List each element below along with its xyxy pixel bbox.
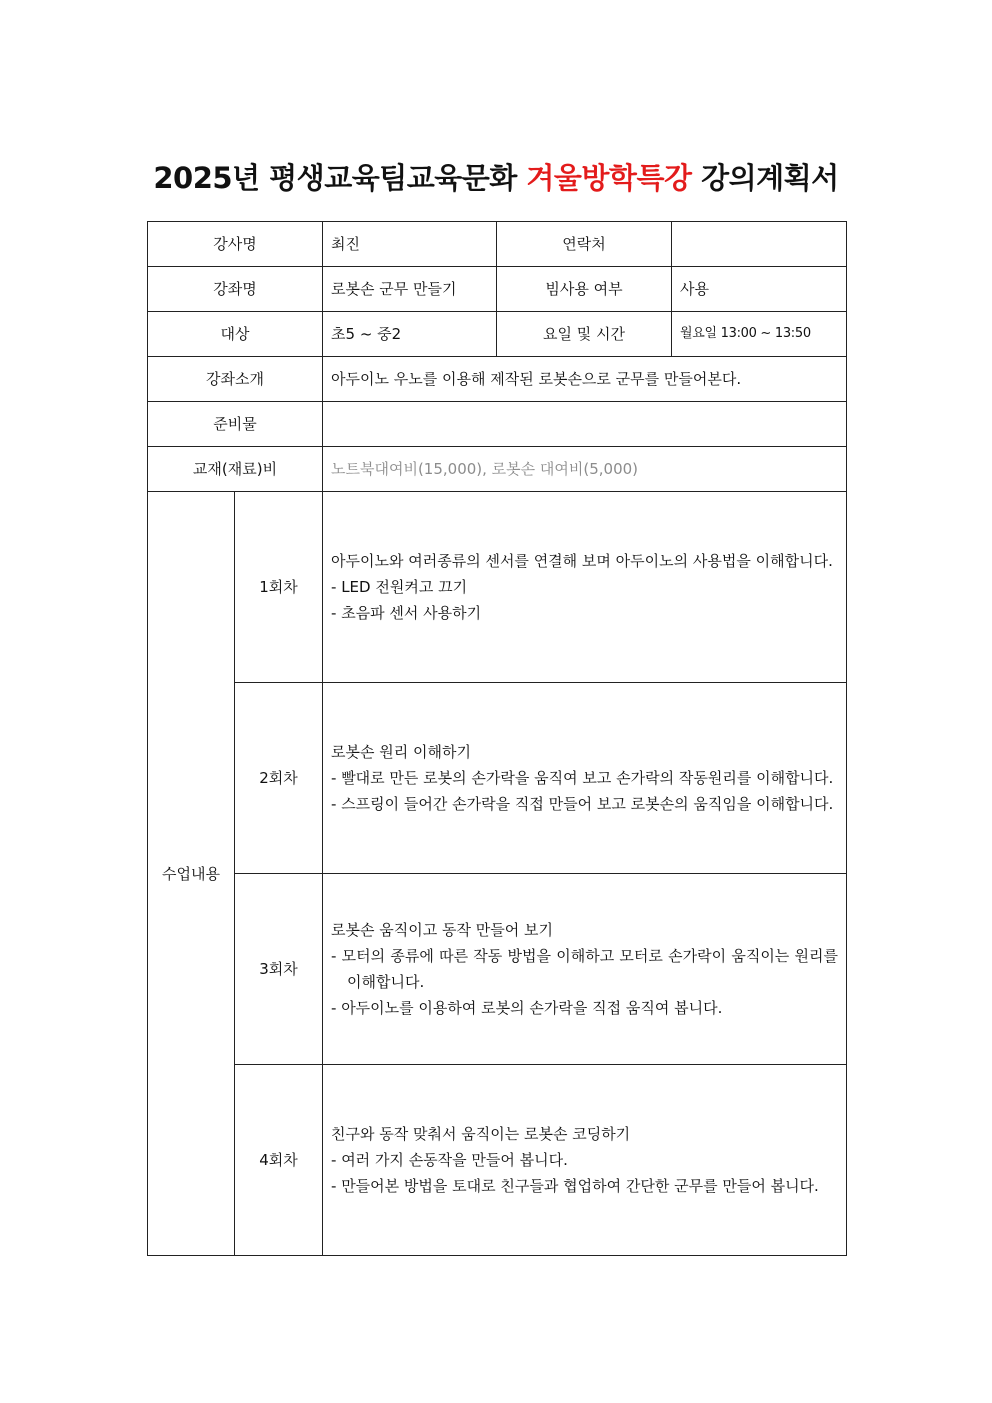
intro-row: [148, 357, 847, 402]
title-accent: 겨울방학특강: [526, 161, 692, 195]
session-bullet: - 스프링이 들어간 손가락을 직접 만들어 보고 로봇손의 움직임을 이해합니다.: [331, 795, 834, 813]
session-bullet: - LED 전원켜고 끄기: [331, 578, 468, 596]
session-row-3: [148, 874, 847, 1065]
intro-label: 강좌소개: [148, 357, 323, 402]
fee-row: [148, 447, 847, 492]
lecture-plan-table: [147, 221, 847, 1256]
session-body: [323, 683, 847, 874]
session-label: 4회차: [235, 1065, 323, 1256]
target-value: 초5 ~ 중2: [323, 312, 497, 357]
course-value: 로봇손 군무 만들기: [323, 267, 497, 312]
contact-label: 연락처: [497, 222, 672, 267]
fee-label: 교재(재료)비: [148, 447, 323, 492]
course-label: 강좌명: [148, 267, 323, 312]
session-line: 친구와 동작 맞춰서 움직이는 로봇손 코딩하기: [331, 1125, 631, 1143]
session-label: 3회차: [235, 874, 323, 1065]
instructor-row: [148, 222, 847, 267]
title-suffix: 강의계획서: [691, 161, 839, 195]
contact-value: [672, 222, 847, 267]
session-bullet: - 초음파 센서 사용하기: [331, 604, 482, 622]
session-line: 아두이노와 여러종류의 센서를 연결해 보며 아두이노의 사용법을 이해합니다.: [331, 552, 833, 570]
session-bullet: - 아두이노를 이용하여 로봇의 손가락을 직접 움직여 봅니다.: [331, 999, 723, 1017]
page-title: [0, 156, 992, 197]
session-body: [323, 874, 847, 1065]
instructor-label: 강사명: [148, 222, 323, 267]
session-row-4: [148, 1065, 847, 1256]
schedule-value: 월요일 13:00 ~ 13:50: [672, 312, 847, 357]
content-label: 수업내용: [148, 492, 235, 1256]
target-row: [148, 312, 847, 357]
session-bullet: - 만들어본 방법을 토대로 친구들과 협업하여 간단한 군무를 만들어 봅니다.: [331, 1177, 819, 1195]
materials-label: 준비물: [148, 402, 323, 447]
session-bullet: - 여러 가지 손동작을 만들어 봅니다.: [331, 1151, 568, 1169]
room-use-value: 사용: [672, 267, 847, 312]
materials-value: [323, 402, 847, 447]
session-label: 1회차: [235, 492, 323, 683]
session-body: [323, 492, 847, 683]
schedule-label: 요일 및 시간: [497, 312, 672, 357]
session-row-2: [148, 683, 847, 874]
session-line: 로봇손 움직이고 동작 만들어 보기: [331, 921, 553, 939]
session-row-1: [148, 492, 847, 683]
room-use-label: 빔사용 여부: [497, 267, 672, 312]
course-row: [148, 267, 847, 312]
title-prefix: 2025년 평생교육팀교육문화: [153, 161, 527, 195]
session-line: 로봇손 원리 이해하기: [331, 743, 471, 761]
fee-value: 노트북대여비(15,000), 로봇손 대여비(5,000): [323, 447, 847, 492]
intro-value: 아두이노 우노를 이용해 제작된 로봇손으로 군무를 만들어본다.: [323, 357, 847, 402]
session-bullet: - 빨대로 만든 로봇의 손가락을 움직여 보고 손가락의 작동원리를 이해합니다.: [331, 769, 834, 787]
session-bullet: - 모터의 종류에 따른 작동 방법을 이해하고 모터로 손가락이 움직이는 원리를 이해합니다.: [331, 947, 839, 991]
materials-row: [148, 402, 847, 447]
session-label: 2회차: [235, 683, 323, 874]
session-body: [323, 1065, 847, 1256]
target-label: 대상: [148, 312, 323, 357]
instructor-value: 최진: [323, 222, 497, 267]
